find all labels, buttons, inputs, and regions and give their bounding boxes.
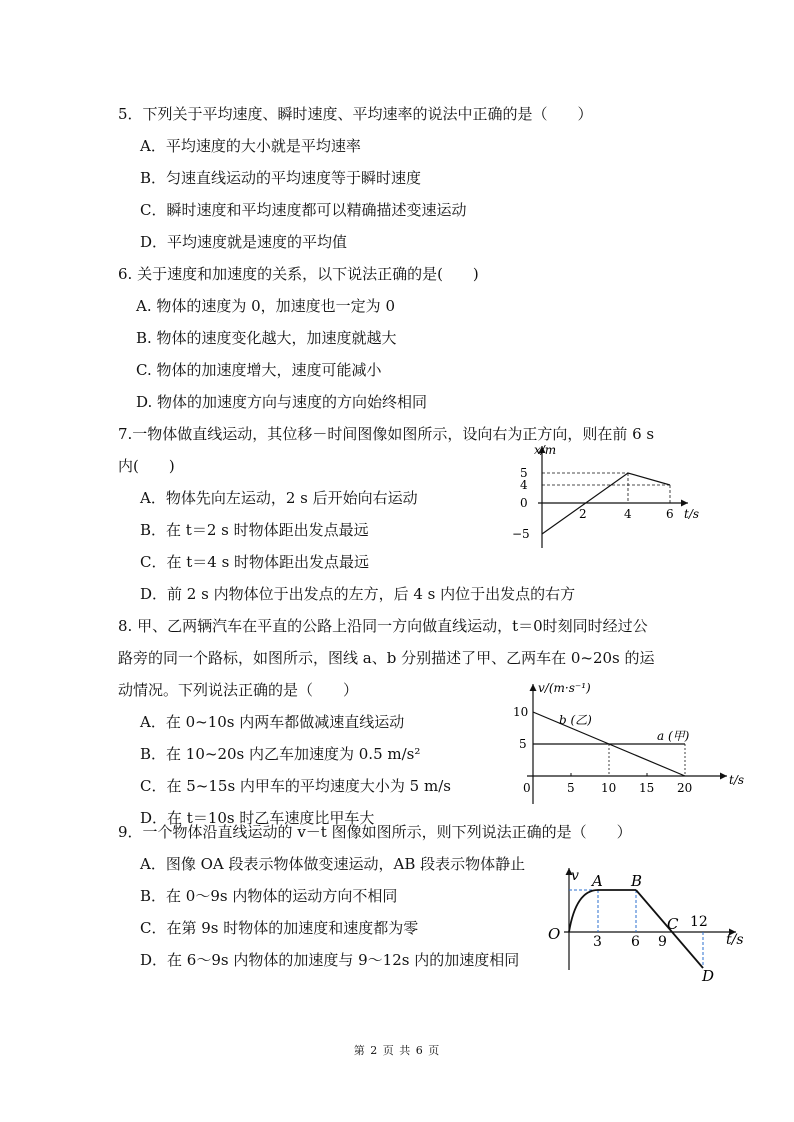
page-footer: 第 2 页 共 6 页: [353, 1044, 441, 1057]
q7-option-c: C．在 t＝4 s 时物体距出发点最远: [140, 553, 370, 571]
q9-xtick-3: 3: [593, 934, 602, 950]
q7-xtick-4: 4: [624, 507, 632, 521]
q5-option-d: D．平均速度就是速度的平均值: [140, 233, 348, 251]
q8-stem-line2: 路旁的同一个路标，如图所示，图线 a、b 分别描述了甲、乙两车在 0~20s 的运: [118, 649, 655, 667]
q8-line-b-label: b (乙): [559, 713, 592, 727]
q7-ytick-5: 5: [520, 466, 528, 480]
q9-xtick-6: 6: [631, 934, 640, 950]
q8-xtick-10: 10: [601, 781, 617, 795]
q8-xtick-20: 20: [677, 781, 693, 795]
q6-option-a: A. 物体的速度为 0，加速度也一定为 0: [136, 297, 395, 315]
q9-option-d: D．在 6～9s 内物体的加速度与 9～12s 内的加速度相同: [140, 951, 520, 969]
q9-y-label: v: [571, 868, 579, 884]
q9-point-d: D: [702, 967, 715, 985]
q8-ytick-5: 5: [519, 737, 527, 751]
q9-segment-oa: [569, 890, 598, 932]
q7-y-label: x/m: [534, 443, 557, 457]
q9-point-a: A: [592, 872, 603, 890]
q8-x-label: t/s: [729, 773, 745, 787]
q9-x-label: t/s: [726, 932, 744, 948]
q5-option-c: C．瞬时速度和平均速度都可以精确描述变速运动: [140, 201, 467, 219]
q8-xtick-5: 5: [567, 781, 575, 795]
q8-option-d: D．在 t＝10s 时乙车速度比甲车大: [140, 809, 375, 827]
q6-option-d: D. 物体的加速度方向与速度的方向始终相同: [136, 393, 428, 411]
q8-xtick-0: 0: [523, 781, 531, 795]
q8-y-label: v/(m·s⁻¹): [538, 681, 591, 695]
q9-option-c: C．在第 9s 时物体的加速度和速度都为零: [140, 919, 419, 937]
q9-xtick-12: 12: [690, 914, 708, 930]
q7-x-label: t/s: [684, 507, 700, 521]
q7-option-a: A．物体先向左运动，2 s 后开始向右运动: [140, 489, 418, 507]
q7-xt-graph: [512, 440, 710, 550]
q9-option-b: B．在 0～9s 内物体的运动方向不相同: [140, 887, 398, 905]
q7-option-d: D．前 2 s 内物体位于出发点的左方，后 4 s 内位于出发点的右方: [140, 585, 576, 603]
q7-ytick-neg5: −5: [512, 527, 530, 541]
q8-line-a-label: a (甲): [657, 729, 690, 743]
q5-stem: 5．下列关于平均速度、瞬时速度、平均速率的说法中正确的是（ ）: [118, 105, 593, 123]
q8-stem-line3: 动情况。下列说法正确的是（ ）: [118, 681, 359, 699]
q8-vt-graph: [505, 676, 755, 806]
q8-option-b: B．在 10~20s 内乙车加速度为 0.5 m/s²: [140, 745, 421, 763]
q9-point-b: B: [631, 872, 643, 890]
q7-stem-line2: 内( ): [118, 457, 175, 475]
q8-stem-line1: 8. 甲、乙两辆汽车在平直的公路上沿同一方向做直线运动，t＝0时刻同时经过公: [118, 617, 648, 635]
q5-option-a: A．平均速度的大小就是平均速率: [140, 137, 361, 155]
q9-option-a: A．图像 OA 段表示物体做变速运动，AB 段表示物体静止: [140, 855, 526, 873]
q7-xtick-2: 2: [579, 507, 587, 521]
q9-stem: 9．一个物体沿直线运动的 v－t 图像如图所示，则下列说法正确的是（ ）: [118, 823, 632, 841]
q9-origin-label: O: [548, 925, 561, 943]
q8-option-c: C．在 5~15s 内甲车的平均速度大小为 5 m/s: [140, 777, 451, 795]
q9-point-c: C: [667, 915, 679, 933]
q7-option-b: B．在 t＝2 s 时物体距出发点最远: [140, 521, 369, 539]
q5-option-b: B．匀速直线运动的平均速度等于瞬时速度: [140, 169, 422, 187]
q7-ytick-4: 4: [520, 478, 528, 492]
q9-xtick-9: 9: [658, 934, 667, 950]
q7-stem-line1: 7.一物体做直线运动，其位移－时间图像如图所示，设向右为正方向，则在前 6 s: [118, 425, 655, 443]
q6-option-b: B. 物体的速度变化越大，加速度就越大: [136, 329, 397, 347]
q8-xtick-15: 15: [639, 781, 655, 795]
q7-ytick-0: 0: [520, 496, 528, 510]
q7-xtick-6: 6: [666, 507, 674, 521]
q6-stem: 6. 关于速度和加速度的关系，以下说法正确的是( ): [118, 265, 479, 283]
q9-vt-graph: [540, 862, 760, 987]
q6-option-c: C. 物体的加速度增大，速度可能减小: [136, 361, 382, 379]
q8-ytick-10: 10: [513, 705, 529, 719]
q8-option-a: A．在 0~10s 内两车都做减速直线运动: [140, 713, 405, 731]
